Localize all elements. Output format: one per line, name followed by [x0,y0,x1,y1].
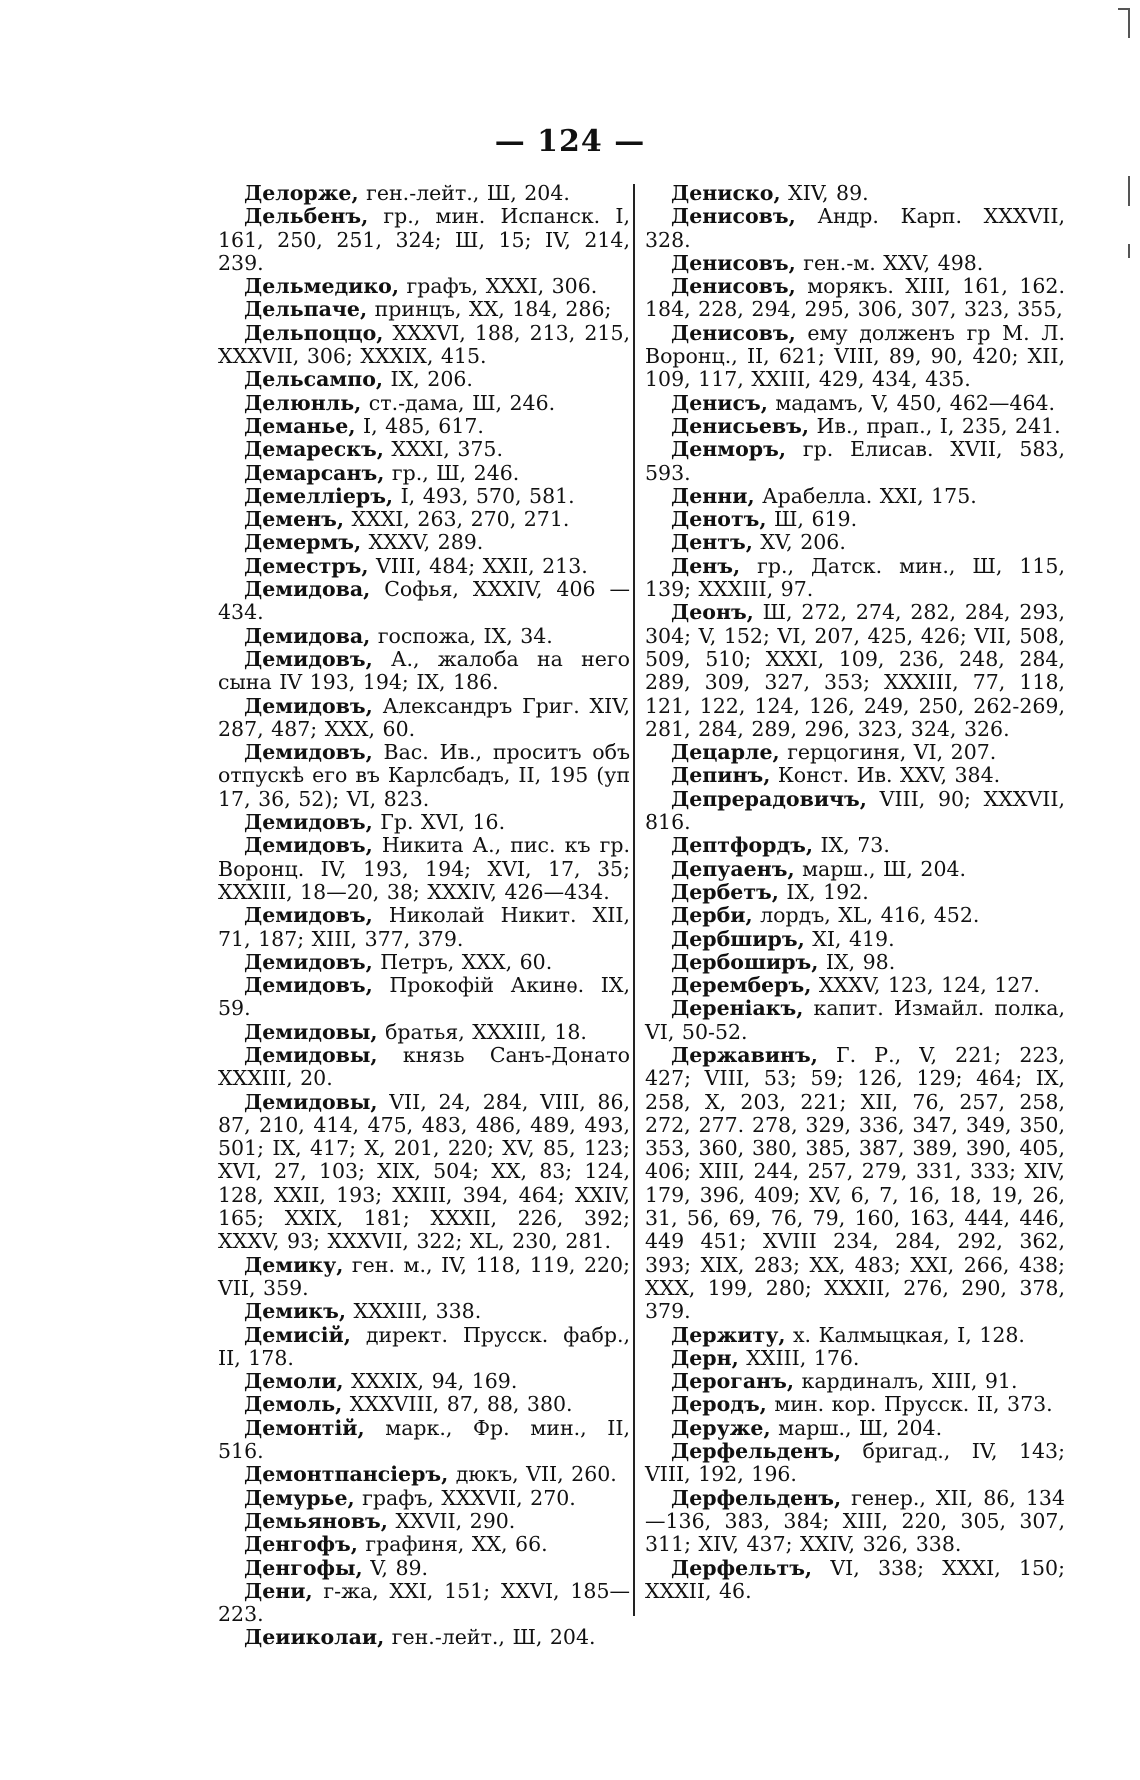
entry-references: А., жалоба на него сына IV 193, 194; IX, 186. [218,646,630,695]
entry-headword: Депрерадовичъ, [671,786,867,811]
entry-references: XI, 419. [804,926,895,951]
entry-headword: Демелліеръ, [244,483,394,508]
index-entry [645,881,1065,904]
entry-references: XXXV, 123, 124, 127. [811,973,1040,998]
index-entry [645,741,1065,764]
page-number: — 124 — [494,124,646,159]
entry-references: лордъ, XL, 416, 452. [752,903,980,928]
entry-headword: Денни, [671,483,755,508]
index-entry [645,252,1065,275]
index-entry [218,974,630,1021]
index-entry [645,764,1065,787]
index-entry [218,298,630,321]
entry-references: XXVII, 290. [387,1508,516,1533]
entry-headword: Денисовъ, [671,204,796,229]
entry-references: ген.-лейт., Ш, 204. [358,181,570,205]
index-entry [645,788,1065,835]
entry-references: ген.-м. XXV, 498. [795,250,984,275]
entry-headword: Денъ, [671,553,741,578]
entry-references: Конст. Ив. XXV, 384. [770,763,1001,788]
index-entry [218,648,630,695]
index-entry [218,205,630,275]
entry-references: XXXI, 263, 270, 271. [344,507,570,532]
entry-references: V, 89. [362,1555,429,1580]
entry-headword: Денисовъ, [671,250,796,275]
entry-headword: Демермъ, [244,530,362,555]
index-entry [645,1393,1065,1416]
entry-references: Гр. XVI, 16. [372,810,506,835]
entry-references: IX, 98. [818,949,896,974]
index-entry [218,811,630,834]
entry-headword: Демарсанъ, [244,460,385,485]
entry-headword: Денисьевъ, [671,413,810,438]
index-entry [645,485,1065,508]
index-entry [218,1463,630,1486]
index-entry [645,438,1065,485]
index-column-left [218,182,630,1650]
entry-references: Вас. Ив., проситъ объ отпускѣ его въ Карлсбадъ, II, 195 (уп 17, 36, 52); VI, 823. [218,740,630,811]
index-entry [218,1533,630,1556]
index-entry [645,1440,1065,1487]
entry-references: марк., Фр. мин., II, 516. [218,1415,630,1464]
entry-references: дюкъ, VII, 260. [448,1462,617,1487]
entry-references: VI, 338; XXXI, 150; XXXII, 46. [645,1555,1065,1603]
entry-headword: Демонтпансіеръ, [244,1462,449,1487]
index-entry [645,858,1065,881]
index-entry [645,531,1065,554]
index-entry [218,322,630,369]
index-entry [218,625,630,648]
entry-headword: Демикъ, [244,1299,346,1324]
entry-references: Г. Р., V, 221; 223, 427; VIII, 53; 59; 126, 129; 464; IX, 258, X, 203, 221; XII, 76, 257, 258, 272, 277. 278, 329, 336, 347, 349, 350, 353, 360, 380, 385, 387, 389, 390, 405, 406; XIII, 244, 257, 279, 331, 333; XIV, 179, 396, 409; XV, 6, 7, 16, 18, 19, 26, 31, 56, 69, 76, 79, 160, 163, 444, 446, 449 451; XVIII 234, 284, 292, 362, 393; XIX, 283; XX, 483; XXI, 266, 438; XXX, 199, 280; XXXII, 276, 290, 378, 379. [645,1042,1065,1324]
entry-headword: Деонъ, [671,600,754,625]
entry-headword: Демисій, [244,1322,351,1347]
entry-headword: Деремберъ, [671,973,812,998]
entry-headword: Демидовъ, [244,903,373,928]
entry-references: VIII, 484; XXII, 213. [368,553,588,578]
index-entry [218,578,630,625]
entry-headword: Демидовъ, [244,810,373,835]
index-entry [645,1370,1065,1393]
index-entry [218,531,630,554]
index-entry [645,974,1065,997]
entry-headword: Демидовы, [244,1089,378,1114]
entry-headword: Деииколаи, [244,1625,385,1650]
index-entry [218,1021,630,1044]
entry-references: IX, 192. [778,879,869,904]
index-entry [645,951,1065,974]
entry-references: VII, 24, 284, VIII, 86, 87, 210, 414, 475, 483, 486, 489, 493, 501; IX, 417; X, 201, 220; XV, 85, 123; XVI, 27, 103; XIX, 504; XX, 83; 124, 128, XXII, 193; XXIII, 394, 464; XXIV, 165; XXIX, 181; XXXII, 226, 392; XXXV, 93; XXXVII, 322; XL, 230, 281. [218,1089,630,1254]
entry-references: Николай Никит. XII, 71, 187; XIII, 377, 379. [218,903,630,951]
index-entry [218,438,630,461]
entry-headword: Денисъ, [671,390,768,415]
entry-references: Ш, 272, 274, 282, 284, 293, 304; V, 152; VI, 207, 425, 426; VII, 508, 509, 510; XXXI, 109, 236, 248, 284, 289, 309, 327, 353; XXXIII, 77, 118, 121, 122, 124, 126, 249, 250, 262-269, 281, 284, 289, 296, 323, 324, 326. [645,600,1065,741]
entry-references: морякъ. XIII, 161, 162. 184, 228, 294, 295, 306, 307, 323, 355, [645,274,1065,322]
entry-references: х. Калмыцкая, I, 128. [785,1322,1025,1347]
entry-references: I, 493, 570, 581. [393,483,575,508]
entry-headword: Демидовъ, [244,833,373,858]
entry-references: бригад., IV, 143; VIII, 192, 196. [645,1439,1065,1487]
entry-references: графъ, XXXI, 306. [398,274,598,299]
entry-headword: Державинъ, [671,1042,818,1067]
entry-headword: Дерфельденъ, [671,1485,842,1510]
entry-headword: Демоль, [244,1392,343,1417]
entry-headword: Демидовы, [244,1042,378,1067]
entry-references: XXXIX, 94, 169. [343,1369,518,1394]
entry-references: мин. кор. Прусск. II, 373. [766,1392,1053,1417]
index-entry [218,1580,630,1627]
index-entry [645,904,1065,927]
entry-headword: Демидовы, [244,1019,378,1044]
entry-headword: Демурье, [244,1485,355,1510]
entry-headword: Демидовъ, [244,973,373,998]
entry-headword: Дельпоццо, [244,320,384,345]
entry-references: Никита А., пис. къ гр. Воронц. IV, 193, 194; XVI, 17, 35; XXXIII, 18—20, 38; XXXIV, 426—434. [218,833,630,904]
index-entry [645,1347,1065,1370]
index-entry [218,1417,630,1464]
entry-references: графъ, XXXVII, 270. [354,1485,576,1510]
index-entry [218,1557,630,1580]
entry-headword: Депинъ, [671,763,771,788]
entry-headword: Денморъ, [671,437,786,462]
entry-references: Арабелла. XXI, 175. [754,483,977,508]
index-entry [645,415,1065,438]
entry-headword: Дельпаче, [244,297,368,322]
entry-headword: Дельсампо, [244,367,384,392]
entry-headword: Дептфордъ, [671,833,813,858]
entry-headword: Дерфельтъ, [671,1555,813,1580]
index-entry [645,1324,1065,1347]
entry-headword: Дероганъ, [671,1369,794,1394]
entry-headword: Дентъ, [671,530,753,555]
index-entry [645,834,1065,857]
entry-references: IX, 206. [383,367,473,392]
entry-references: IX, 73. [813,833,890,858]
entry-references: ст.-дама, Ш, 246. [361,390,556,415]
index-column-right [645,182,1065,1603]
entry-references: кардиналъ, XIII, 91. [794,1369,1018,1394]
entry-headword: Деродъ, [671,1392,767,1417]
entry-references: XXIII, 176. [738,1345,860,1370]
entry-references: герцогиня, VI, 207. [779,740,997,765]
entry-references: Прокофій Акинѳ. IX, 59. [218,973,630,1021]
entry-references: Софья, XXXIV, 406 — 434. [218,577,630,625]
entry-references: Андр. Карп. XXXVII, 328. [645,204,1065,252]
index-entry [645,392,1065,415]
entry-headword: Держиту, [671,1322,786,1347]
index-entry [645,997,1065,1044]
entry-references: братья, XXXIII, 18. [377,1019,587,1044]
entry-headword: Дени, [244,1578,313,1603]
entry-references: госпожа, IX, 34. [370,623,553,648]
index-entry [645,205,1065,252]
index-entry [218,1626,630,1649]
index-entry [218,1044,630,1091]
index-entry [218,834,630,904]
entry-headword: Деманье, [244,413,356,438]
index-entry [645,1417,1065,1440]
entry-headword: Делорже, [244,181,359,205]
index-entry [218,1091,630,1254]
entry-references: марш., Ш, 204. [794,856,967,881]
entry-references: XXXVIII, 87, 88, 380. [342,1392,573,1417]
entry-references: г-жа, XXI, 151; XXVI, 185—223. [218,1578,630,1627]
index-entry [218,182,630,205]
index-entry [645,275,1065,322]
index-entry [645,1557,1065,1604]
entry-references: ген.-лейт., Ш, 204. [384,1625,596,1650]
entry-headword: Демоли, [244,1369,344,1394]
entry-headword: Денисовъ, [671,274,796,299]
entry-headword: Депуаенъ, [671,856,795,881]
index-entry [218,1254,630,1301]
entry-references: капит. Измайл. полка, VI, 50-52. [645,996,1065,1044]
index-entry [645,322,1065,392]
entry-headword: Демьяновъ, [244,1508,388,1533]
entry-headword: Денотъ, [671,507,767,532]
index-entry [218,951,630,974]
entry-headword: Денгофъ, [244,1532,358,1557]
entry-references: Ив., прап., I, 235, 241. [809,413,1061,438]
entry-headword: Денисовъ, [671,320,796,345]
entry-references: генер., XII, 86, 134—136, 383, 384; XIII, 220, 305, 307, 311; XIV, 437; XXIV, 326, 338. [645,1485,1065,1557]
entry-references: Петръ, XXX, 60. [372,949,553,974]
index-entry [218,1487,630,1510]
entry-references: князь Санъ-Донато XXXIII, 20. [218,1042,630,1091]
entry-references: принцъ, XX, 184, 286; [367,297,612,322]
index-entry [218,1370,630,1393]
entry-references: гр., мин. Испанск. I, 161, 250, 251, 324; Ш, 15; IV, 214, 239. [218,204,630,275]
entry-headword: Дельмедико, [244,274,399,299]
index-entry [218,1324,630,1371]
entry-headword: Дербетъ, [671,879,779,904]
index-entry [218,741,630,811]
entry-references: гр., Датск. мин., Ш, 115, 139; XXXIII, 97. [645,553,1065,602]
index-entry [645,1487,1065,1557]
index-entry [218,508,630,531]
index-entry [218,695,630,742]
entry-headword: Деруже, [671,1415,771,1440]
entry-headword: Дерфельденъ, [671,1439,842,1464]
index-entry [218,1510,630,1533]
index-entry [218,415,630,438]
index-entry [218,275,630,298]
index-entry [645,1044,1065,1324]
index-entry [645,182,1065,205]
scan-edge-mark [1128,10,1130,38]
entry-references: ему долженъ гр М. Л. Воронц., II, 621; VIII, 89, 90, 420; XII, 109, 117, XXIII, 429, 434, 435. [645,320,1065,392]
entry-headword: Дельбенъ, [244,204,369,229]
entry-references: Ш, 619. [766,507,858,532]
index-entry [218,1300,630,1323]
entry-references: ген. м., IV, 118, 119, 220; VII, 359. [218,1252,630,1300]
entry-headword: Дербоширъ, [671,949,819,974]
entry-headword: Демарескъ, [244,437,384,462]
entry-references: XIV, 89. [780,181,869,205]
entry-headword: Дерн, [671,1345,739,1370]
index-entry [218,368,630,391]
entry-references: графиня, XX, 66. [357,1532,548,1557]
entry-references: марш., Ш, 204. [770,1415,943,1440]
entry-headword: Демидовъ, [244,740,373,765]
index-entry [218,1393,630,1416]
entry-references: гр. Елисав. XVII, 583, 593. [645,437,1065,485]
entry-headword: Децарле, [671,740,780,765]
entry-references: XV, 206. [752,530,846,555]
entry-references: гр., Ш, 246. [384,460,520,485]
entry-references: XXXI, 375. [383,437,503,462]
entry-headword: Демидовъ, [244,949,373,974]
entry-headword: Деменъ, [244,507,344,532]
index-entry [218,462,630,485]
entry-references: XXXIII, 338. [345,1299,482,1324]
entry-headword: Дербширъ, [671,926,805,951]
index-entry [645,508,1065,531]
entry-references: I, 485, 617. [355,413,484,438]
entry-headword: Демидовъ, [244,646,373,671]
entry-headword: Демидова, [244,623,371,648]
index-entry [218,392,630,415]
index-entry [645,601,1065,741]
entry-headword: Делюнль, [244,390,362,415]
entry-headword: Дереніакъ, [671,996,804,1021]
column-divider [633,184,635,1616]
entry-headword: Дениско, [671,181,781,205]
index-entry [645,555,1065,602]
entry-references: XXXVI, 188, 213, 215, XXXVII, 306; XXXIX, 415. [218,320,630,369]
entry-headword: Деместръ, [244,553,369,578]
entry-references: мадамъ, V, 450, 462—464. [767,390,1056,415]
index-entry [218,485,630,508]
index-entry [218,904,630,951]
entry-headword: Демику, [244,1252,344,1277]
entry-references: VIII, 90; XXXVII, 816. [645,786,1065,835]
scan-edge-mark [1128,244,1130,258]
entry-references: Александръ Григ. XIV, 287, 487; XXX, 60. [218,693,630,741]
entry-headword: Денгофы, [244,1555,363,1580]
entry-headword: Дерби, [671,903,753,928]
entry-references: директ. Прусск. фабр., II, 178. [218,1322,630,1370]
entry-headword: Демидовъ, [244,693,373,718]
entry-headword: Демидова, [244,577,371,602]
scan-edge-mark [1128,176,1130,206]
entry-headword: Демонтій, [244,1415,365,1440]
entry-references: XXXV, 289. [361,530,484,555]
index-entry [218,555,630,578]
index-entry [645,928,1065,951]
